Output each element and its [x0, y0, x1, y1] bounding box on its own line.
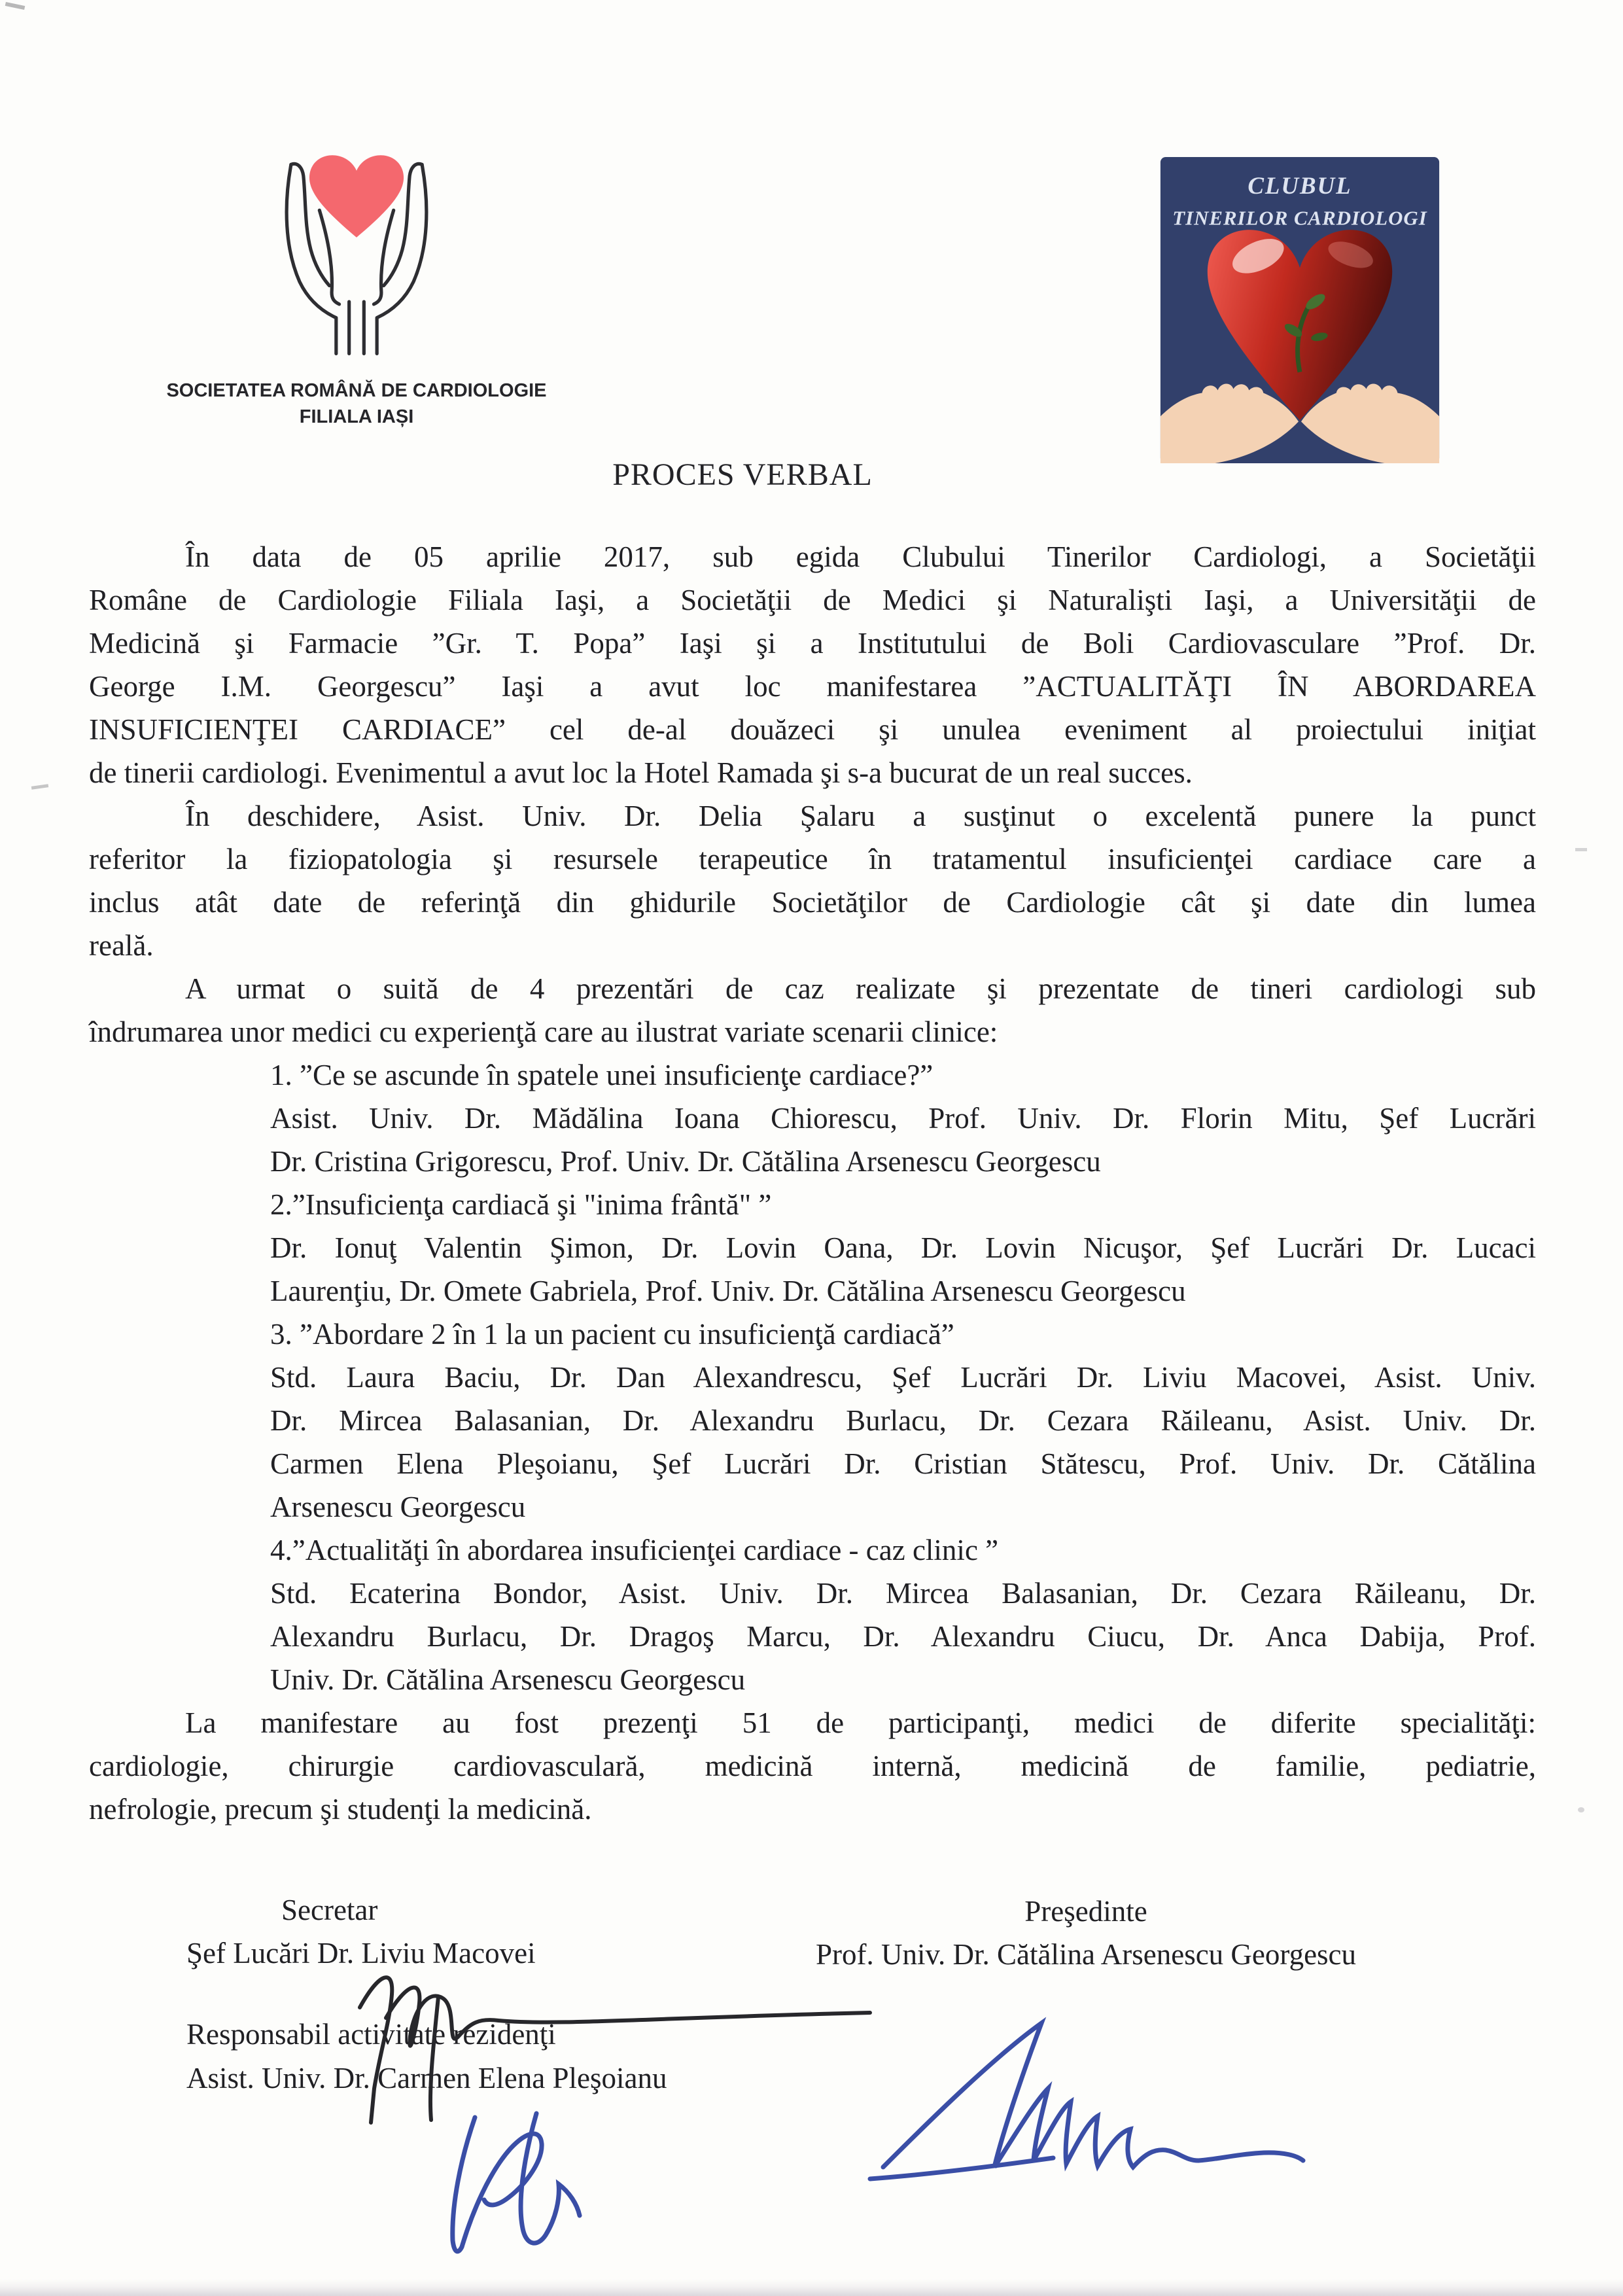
hands-heart-logo-icon — [245, 130, 468, 365]
residents-label: Responsabil activitate rezidenţi — [186, 2018, 556, 2051]
doc-line: Alexandru Burlacu, Dr. Dragoş Marcu, Dr. Alexandru Ciucu, Dr. Anca Dabija, Prof. — [270, 1620, 1536, 1653]
doc-line: îndrumarea unor medici cu experienţă care au ilustrat variate scenarii clinice: — [89, 1016, 998, 1048]
org-logo-caption — [141, 378, 572, 430]
doc-line: 4.”Actualităţi în abordarea insuficienţei cardiace - caz clinic ” — [270, 1534, 999, 1566]
club-logo — [1159, 157, 1440, 463]
doc-line: Dr. Cristina Grigorescu, Prof. Univ. Dr. Cătălina Arsenescu Georgescu — [270, 1145, 1101, 1178]
doc-line: INSUFICIENŢEI CARDIACE” cel de-al douăzeci şi unulea eveniment al proiectului iniţiat — [89, 713, 1536, 746]
doc-line: inclus atât date de referinţă din ghidurile Societăţilor de Cardiologie cât şi date din lumea — [89, 886, 1536, 919]
doc-line: În deschidere, Asist. Univ. Dr. Delia Şalaru a susţinut o excelentă punere la punct — [185, 800, 1536, 832]
club-logo-line1-text: CLUBUL — [1248, 171, 1352, 199]
org-branch: FILIALA IAȘI — [299, 406, 414, 427]
club-logo-line2-text: TINERILOR CARDIOLOGI — [1172, 207, 1427, 230]
doc-line: Medicină şi Farmacie ”Gr. T. Popa” Iaşi şi a Institutului de Boli Cardiovasculare ”Prof. Dr. — [89, 627, 1536, 660]
doc-line: Univ. Dr. Cătălina Arsenescu Georgescu — [270, 1663, 746, 1696]
doc-line: 3. ”Abordare 2 în 1 la un pacient cu insuficienţă cardiacă” — [270, 1318, 954, 1351]
doc-line: Române de Cardiologie Filiala Iaşi, a Societăţii de Medici şi Naturalişti Iaşi, a Universităţii de — [89, 584, 1536, 616]
scan-artifact — [31, 784, 48, 790]
president-signature-icon — [844, 2002, 1341, 2199]
doc-line: George I.M. Georgescu” Iaşi a avut loc manifestarea ”ACTUALITĂŢI ÎN ABORDAREA — [89, 670, 1536, 703]
doc-line: Asist. Univ. Dr. Mădălina Ioana Chiorescu, Prof. Univ. Dr. Florin Mitu, Şef Lucrări — [270, 1102, 1536, 1135]
doc-line: Std. Ecaterina Bondor, Asist. Univ. Dr. Mircea Balasanian, Dr. Cezara Răileanu, Dr. — [270, 1577, 1536, 1610]
scan-artifact — [5, 2, 26, 10]
doc-line: Laurenţiu, Dr. Omete Gabriela, Prof. Univ. Dr. Cătălina Arsenescu Georgescu — [270, 1275, 1186, 1307]
doc-line: 2.”Insuficienţa cardiacă şi "inima frântă" ” — [270, 1188, 772, 1221]
president-label: Preşedinte — [1024, 1895, 1147, 1928]
document-title: PROCES VERBAL — [612, 457, 873, 492]
scan-artifact — [1575, 848, 1587, 851]
org-name: SOCIETATEA ROMÂNĂ DE CARDIOLOGIE — [166, 380, 547, 401]
doc-line: Arsenescu Georgescu — [270, 1491, 526, 1523]
doc-line: referitor la fiziopatologia şi resursele terapeutice în tratamentul insuficienţei cardiace care a — [89, 843, 1536, 875]
doc-line: reală. — [89, 929, 154, 962]
doc-line: de tinerii cardiologi. Evenimentul a avut loc la Hotel Ramada şi s-a bucurat de un real succes. — [89, 756, 1193, 789]
scan-artifact — [1578, 1807, 1584, 1812]
document-body — [89, 535, 1536, 1831]
secretary-name: Şef Lucări Dr. Liviu Macovei — [186, 1937, 536, 1969]
doc-line: A urmat o suită de 4 prezentări de caz realizate şi prezentate de tineri cardiologi sub — [185, 972, 1536, 1005]
doc-line: 1. ”Ce se ascunde în spatele unei insuficienţe cardiace?” — [270, 1059, 934, 1091]
doc-line: În data de 05 aprilie 2017, sub egida Clubului Tinerilor Cardiologi, a Societăţii — [185, 540, 1536, 573]
president-name: Prof. Univ. Dr. Cătălina Arsenescu Georgescu — [815, 1938, 1357, 1971]
scan-edge-band — [0, 2279, 1623, 2296]
doc-line: Dr. Mircea Balasanian, Dr. Alexandru Burlacu, Dr. Cezara Răileanu, Asist. Univ. Dr. — [270, 1404, 1536, 1437]
doc-line: Dr. Ionuţ Valentin Şimon, Dr. Lovin Oana, Dr. Lovin Nicuşor, Şef Lucrări Dr. Lucaci — [270, 1231, 1536, 1264]
doc-line: La manifestare au fost prezenţi 51 de participanţi, medici de diferite specialităţi: — [185, 1706, 1536, 1739]
residents-signature-icon — [412, 2100, 628, 2270]
secretary-label: Secretar — [281, 1894, 378, 1926]
doc-line: Carmen Elena Pleşoianu, Şef Lucrări Dr. Cristian Stătescu, Prof. Univ. Dr. Cătălina — [270, 1447, 1536, 1480]
residents-name: Asist. Univ. Dr. Carmen Elena Pleşoianu — [186, 2062, 667, 2094]
doc-line: cardiologie, chirurgie cardiovasculară, medicină internă, medicină de familie, pediatrie, — [89, 1750, 1536, 1782]
doc-line: Std. Laura Baciu, Dr. Dan Alexandrescu, Şef Lucrări Dr. Liviu Macovei, Asist. Univ. — [270, 1361, 1536, 1394]
doc-line: nefrologie, precum şi studenţi la medicină. — [89, 1793, 592, 1826]
